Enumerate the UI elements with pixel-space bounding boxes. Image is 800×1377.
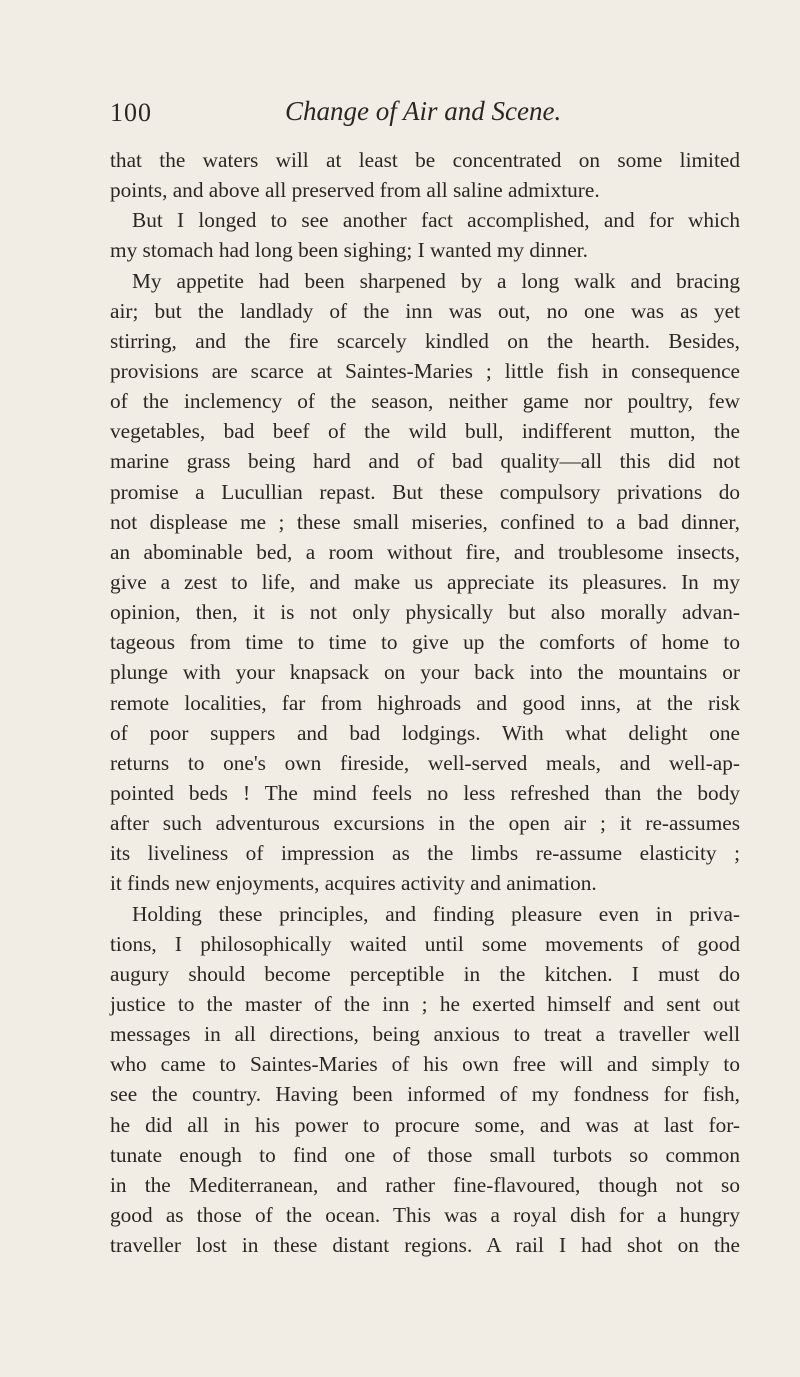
text-line: give a zest to life, and make us appreciate its pleasures. In my: [110, 569, 740, 594]
text-line: Holding these principles, and finding pleasure even in priva-: [132, 901, 740, 926]
text-line: good as those of the ocean. This was a royal dish for a hungry: [110, 1202, 740, 1227]
text-line: not displease me ; these small miseries, confined to a bad dinner,: [110, 509, 740, 534]
text-line: its liveliness of impression as the limbs re-assume elasticity ;: [110, 841, 740, 866]
text-line: tunate enough to find one of those small turbots so common: [110, 1142, 740, 1167]
body-text: [110, 145, 740, 1260]
text-line: points, and above all preserved from all saline admixture.: [110, 178, 600, 203]
text-line: pointed beds ! The mind feels no less refreshed than the body: [110, 780, 740, 805]
text-line: of poor suppers and bad lodgings. With what delight one: [110, 720, 740, 745]
text-line: my stomach had long been sighing; I wanted my dinner.: [110, 238, 588, 263]
text-line: messages in all directions, being anxious to treat a traveller well: [110, 1022, 740, 1047]
text-line: stirring, and the fire scarcely kindled on the hearth. Besides,: [110, 328, 740, 353]
text-line: tageous from time to time to give up the comforts of home to: [110, 630, 740, 655]
text-line: augury should become perceptible in the kitchen. I must do: [110, 961, 740, 986]
text-line: after such adventurous excursions in the open air ; it re-assumes: [110, 811, 740, 836]
text-line: provisions are scarce at Saintes-Maries ; little fish in consequence: [110, 358, 740, 383]
text-line: remote localities, far from highroads and good inns, at the risk: [110, 690, 740, 715]
text-line: it finds new enjoyments, acquires activity and animation.: [110, 871, 597, 896]
text-line: opinion, then, it is not only physically but also morally advan-: [110, 600, 740, 625]
text-line: he did all in his power to procure some, and was at last for-: [110, 1112, 740, 1137]
text-line: that the waters will at least be concentrated on some limited: [110, 148, 740, 172]
text-line: of the inclemency of the season, neither game nor poultry, few: [110, 389, 740, 414]
text-line: My appetite had been sharpened by a long walk and bracing: [132, 268, 740, 293]
text-line: who came to Saintes-Maries of his own free will and simply to: [110, 1052, 740, 1077]
text-line: see the country. Having been informed of my fondness for fish,: [110, 1082, 740, 1107]
text-line: promise a Lucullian repast. But these compulsory privations do: [110, 479, 740, 504]
text-line: in the Mediterranean, and rather fine-flavoured, though not so: [110, 1172, 740, 1197]
text-line: returns to one's own fireside, well-served meals, and well-ap-: [110, 750, 740, 775]
text-line: But I longed to see another fact accomplished, and for which: [132, 208, 740, 233]
page-number: 100: [110, 98, 152, 127]
page-header: [110, 96, 740, 140]
text-line: traveller lost in these distant regions. A rail I had shot on the: [110, 1233, 740, 1258]
text-line: vegetables, bad beef of the wild bull, indifferent mutton, the: [110, 419, 740, 444]
text-line: an abominable bed, a room without fire, and troublesome insects,: [110, 539, 740, 564]
text-line: justice to the master of the inn ; he exerted himself and sent out: [110, 991, 740, 1016]
text-line: air; but the landlady of the inn was out, no one was as yet: [110, 298, 740, 323]
running-head: Change of Air and Scene.: [285, 96, 562, 126]
text-line: tions, I philosophically waited until some movements of good: [110, 931, 740, 956]
text-line: plunge with your knapsack on your back into the mountains or: [110, 660, 740, 685]
text-line: marine grass being hard and of bad quality—all this did not: [110, 449, 740, 474]
